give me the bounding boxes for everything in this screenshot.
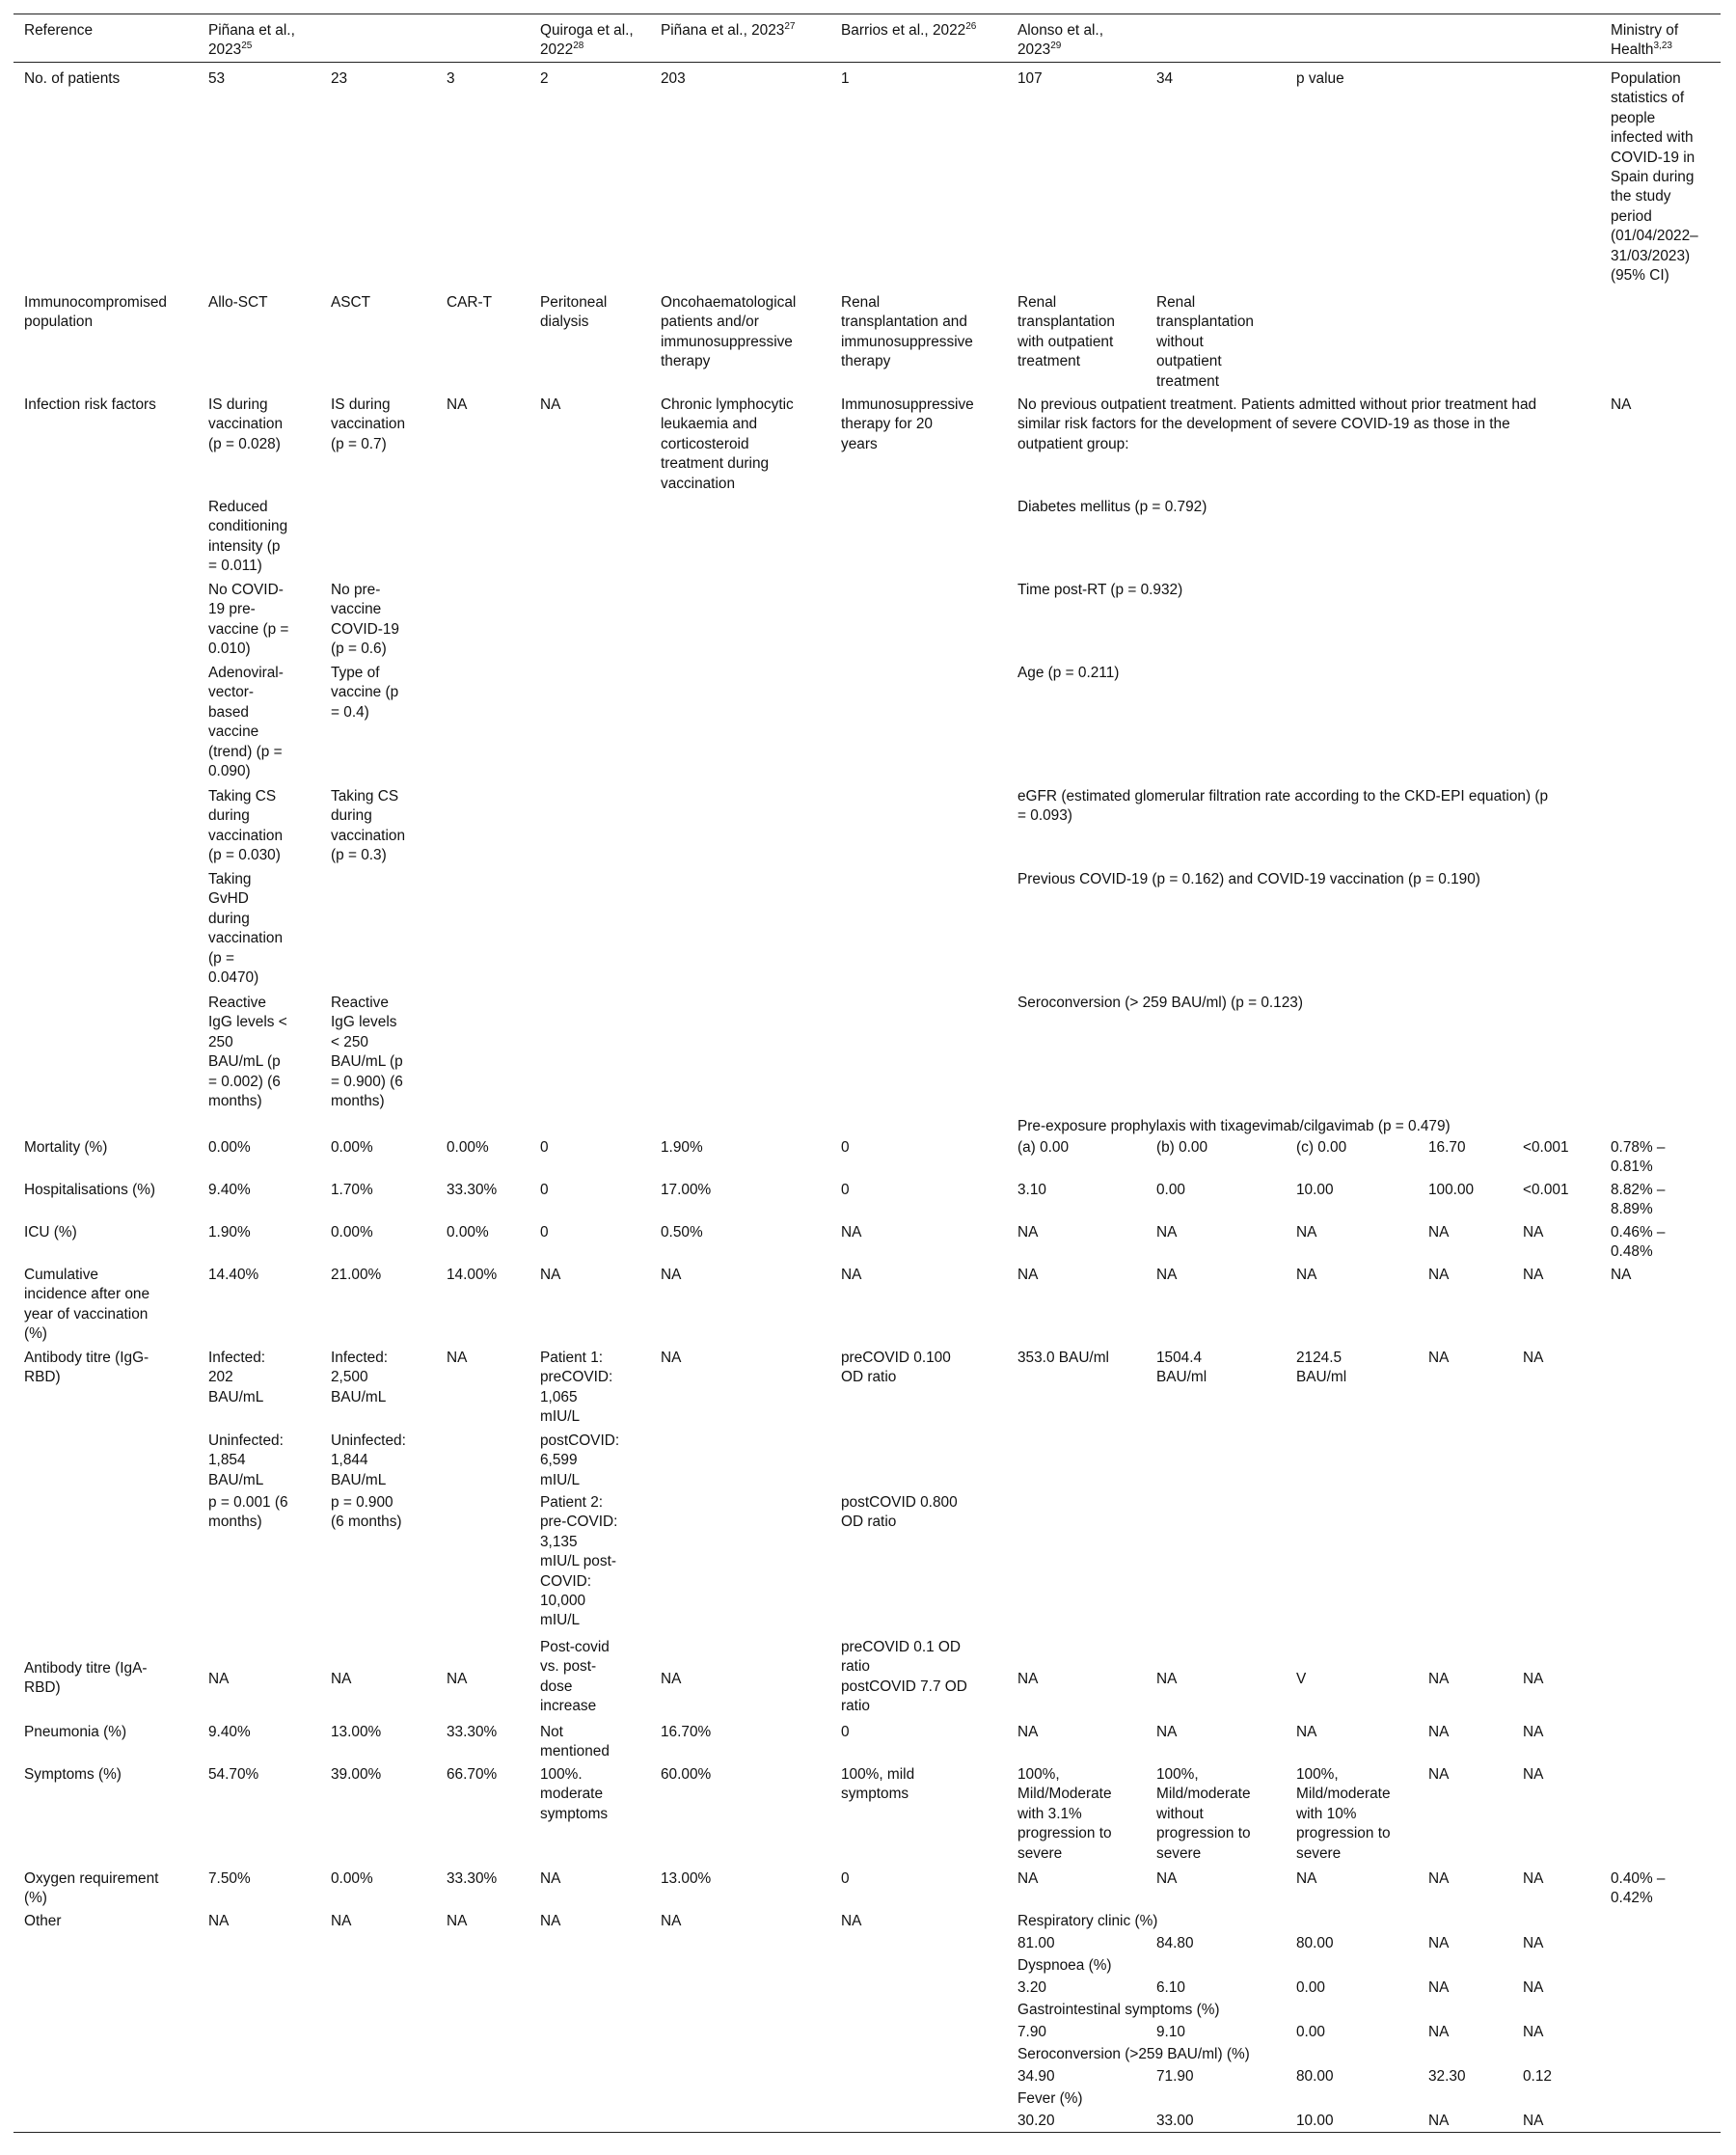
cell: preCOVID 0.100 OD ratio: [841, 1350, 951, 1386]
cell: NA: [1017, 1267, 1039, 1283]
cell: NA: [447, 1913, 468, 1929]
cell: 54.70%: [208, 1766, 259, 1783]
cell: NA: [1156, 1224, 1178, 1241]
cell: NA: [1611, 396, 1632, 413]
cell: 3.10: [1017, 1182, 1046, 1198]
cell: 100%, mild symptoms: [841, 1766, 915, 1803]
cell: Renal transplantation without outpatient treatment: [1156, 294, 1254, 390]
col-header-reference: Reference: [24, 22, 94, 39]
cell: Allo-SCT: [208, 294, 268, 311]
cell: 0: [841, 1182, 850, 1198]
row-label-mortality: Mortality (%): [24, 1139, 108, 1156]
cell: <0.001: [1523, 1182, 1569, 1198]
cell: 0.12: [1523, 2068, 1552, 2085]
cell: 16.70%: [661, 1724, 712, 1740]
cell: 17.00%: [661, 1182, 712, 1198]
cell: No previous outpatient treatment. Patients admitted without prior treatment had similar risk factors for the development of severe COVID-19 as those in the outpatient group:: [1017, 396, 1537, 452]
cell: Renal transplantation and immunosuppressive therapy: [841, 294, 973, 370]
cell: 80.00: [1296, 1935, 1334, 1951]
row-label-patients: No. of patients: [24, 70, 121, 87]
cell: 53: [208, 70, 226, 87]
cell: 0: [841, 1870, 850, 1887]
cell: postCOVID: 6,599 mIU/L: [540, 1432, 620, 1488]
cell: 203: [661, 70, 686, 87]
cell: NA: [1428, 1350, 1450, 1366]
cell: p = 0.001 (6 months): [208, 1494, 288, 1531]
cell: NA: [1156, 1870, 1178, 1887]
cell: Not mentioned: [540, 1724, 610, 1760]
cell: p value: [1296, 70, 1344, 87]
cell: 0.50%: [661, 1224, 703, 1241]
cell: Pre-exposure prophylaxis with tixagevimab/cilgavimab (p = 0.479): [1017, 1118, 1451, 1134]
cell: 13.00%: [661, 1870, 712, 1887]
cell: 0: [841, 1724, 850, 1740]
cell: NA: [1611, 1267, 1632, 1283]
cell: 39.00%: [331, 1766, 382, 1783]
cell: Adenoviral- vector- based vaccine (trend) (p = 0.090): [208, 665, 284, 780]
cell: 34.90: [1017, 2068, 1055, 2085]
cell: postCOVID 0.800 OD ratio: [841, 1494, 958, 1531]
cell: NA: [1523, 1267, 1544, 1283]
cell: NA: [540, 396, 561, 413]
other-sub-title: Fever (%): [1017, 2090, 1083, 2107]
col-header-ministry: Ministry of Health$^{3,23}$: [1611, 22, 1679, 59]
cell: 0.00%: [208, 1139, 251, 1156]
cell: NA: [661, 1350, 682, 1366]
cell: 9.40%: [208, 1182, 251, 1198]
cell: NA: [1156, 1671, 1178, 1687]
col-header-pinana-2023a: Piñana et al., 2023$^{25}$: [208, 22, 295, 59]
cell: NA: [1017, 1224, 1039, 1241]
cell: 107: [1017, 70, 1043, 87]
cell: V: [1296, 1671, 1307, 1687]
cell: (c) 0.00: [1296, 1139, 1347, 1156]
other-sub-title: Seroconversion (>259 BAU/ml) (%): [1017, 2046, 1250, 2062]
cell: 0: [540, 1182, 549, 1198]
cell: 0: [540, 1139, 549, 1156]
row-label-pneumonia: Pneumonia (%): [24, 1724, 127, 1740]
cell: Type of vaccine (p = 0.4): [331, 665, 399, 721]
cell: NA: [1428, 1724, 1450, 1740]
cell: Reactive IgG levels < 250 BAU/mL (p = 0.002) (6 months): [208, 995, 287, 1110]
cell: Taking CS during vaccination (p = 0.3): [331, 788, 405, 864]
cell: 100%. moderate symptoms: [540, 1766, 609, 1822]
cell: 0: [841, 1139, 850, 1156]
cell: Peritoneal dialysis: [540, 294, 608, 331]
table-bottom-rule: [14, 2132, 1721, 2133]
row-label-icu: ICU (%): [24, 1224, 77, 1241]
cell: NA: [1296, 1267, 1317, 1283]
cell: NA: [841, 1913, 862, 1929]
cell: NA: [1523, 1935, 1544, 1951]
cell: NA: [1428, 1671, 1450, 1687]
cell: NA: [1428, 1979, 1450, 1996]
cell: Taking CS during vaccination (p = 0.030): [208, 788, 283, 864]
cell: 0.78% – 0.81%: [1611, 1139, 1666, 1176]
cell: Post-covid vs. post- dose increase: [540, 1639, 610, 1715]
cell: 71.90: [1156, 2068, 1194, 2085]
row-label-other: Other: [24, 1913, 62, 1929]
cell: 1.70%: [331, 1182, 373, 1198]
cell: Renal transplantation with outpatient treatment: [1017, 294, 1115, 370]
cell: NA: [1523, 1766, 1544, 1783]
cell: 13.00%: [331, 1724, 382, 1740]
cell: 0.00%: [331, 1870, 373, 1887]
cell: No COVID- 19 pre- vaccine (p = 0.010): [208, 582, 289, 658]
other-sub-title: Respiratory clinic (%): [1017, 1913, 1158, 1929]
cell: 81.00: [1017, 1935, 1055, 1951]
cell: Seroconversion (> 259 BAU/ml) (p = 0.123): [1017, 995, 1303, 1011]
cell: 1.90%: [208, 1224, 251, 1241]
cell: 33.30%: [447, 1870, 498, 1887]
cell: Previous COVID-19 (p = 0.162) and COVID-19 vaccination (p = 0.190): [1017, 871, 1480, 887]
cell: NA: [1296, 1870, 1317, 1887]
cell: 33.00: [1156, 2113, 1194, 2129]
cell: Immunosuppressive therapy for 20 years: [841, 396, 974, 452]
cell: p = 0.900 (6 months): [331, 1494, 402, 1531]
cell: 100%, Mild/Moderate with 3.1% progression to severe: [1017, 1766, 1112, 1862]
cell: No pre- vaccine COVID-19 (p = 0.6): [331, 582, 399, 658]
cell: NA: [1156, 1724, 1178, 1740]
cell: Infected: 202 BAU/mL: [208, 1350, 266, 1405]
cell: NA: [1296, 1224, 1317, 1241]
row-label-risk: Infection risk factors: [24, 396, 156, 413]
cell: 3.20: [1017, 1979, 1046, 1996]
cell: NA: [1017, 1724, 1039, 1740]
cell: Taking GvHD during vaccination (p = 0.0470): [208, 871, 283, 987]
cell: NA: [1428, 2113, 1450, 2129]
cell: NA: [1523, 1224, 1544, 1241]
cell: Reactive IgG levels < 250 BAU/mL (p = 0.900) (6 months): [331, 995, 403, 1110]
cell: 80.00: [1296, 2068, 1334, 2085]
row-label-iga: Antibody titre (IgA- RBD): [24, 1660, 148, 1697]
cell: 353.0 BAU/ml: [1017, 1350, 1109, 1366]
cell: 1.90%: [661, 1139, 703, 1156]
cell: 10.00: [1296, 1182, 1334, 1198]
cell: NA: [331, 1671, 352, 1687]
cell: Uninfected: 1,844 BAU/mL: [331, 1432, 406, 1488]
cell: Patient 1: preCOVID: 1,065 mIU/L: [540, 1350, 613, 1426]
cell: 14.40%: [208, 1267, 259, 1283]
cell: 60.00%: [661, 1766, 712, 1783]
col-header-alonso-2023: Alonso et al., 2023$^{29}$: [1017, 22, 1103, 59]
cell: NA: [1523, 2113, 1544, 2129]
cell: 0.00%: [447, 1224, 489, 1241]
cell: 100.00: [1428, 1182, 1475, 1198]
cell: NA: [540, 1913, 561, 1929]
header-bottom-rule: [14, 62, 1721, 63]
cell: Time post-RT (p = 0.932): [1017, 582, 1183, 598]
cell: Age (p = 0.211): [1017, 665, 1120, 681]
cell: NA: [1523, 1350, 1544, 1366]
cell: (b) 0.00: [1156, 1139, 1208, 1156]
cell: NA: [841, 1267, 862, 1283]
cell: 0.46% – 0.48%: [1611, 1224, 1666, 1261]
cell: 1: [841, 70, 850, 87]
cell: 2124.5 BAU/ml: [1296, 1350, 1347, 1386]
cell: 9.40%: [208, 1724, 251, 1740]
cell: 21.00%: [331, 1267, 382, 1283]
cell: NA: [540, 1267, 561, 1283]
cell: 100%, Mild/moderate without progression to severe: [1156, 1766, 1251, 1862]
col-header-barrios-2022: Barrios et al., 2022$^{26}$: [841, 20, 977, 39]
cell: 1504.4 BAU/ml: [1156, 1350, 1207, 1386]
cell: 2: [540, 70, 549, 87]
cell: NA: [1428, 2024, 1450, 2040]
cell: 0.00: [1156, 1182, 1185, 1198]
cell: Population statistics of people infected with COVID-19 in Spain during the study period (01/04/2022– 31/03/2023) (95% CI): [1611, 70, 1698, 285]
cell: 0: [540, 1224, 549, 1241]
cell: IS during vaccination (p = 0.7): [331, 396, 405, 452]
cell: 32.30: [1428, 2068, 1466, 2085]
col-header-pinana-2023b: Piñana et al., 2023$^{27}$: [661, 20, 796, 39]
row-label-symptoms: Symptoms (%): [24, 1766, 122, 1783]
cell: 100%, Mild/moderate with 10% progression to severe: [1296, 1766, 1391, 1862]
cell: 23: [331, 70, 348, 87]
cell: 0.00: [1296, 2024, 1325, 2040]
cell: eGFR (estimated glomerular filtration rate according to the CKD-EPI equation) (p = 0.093): [1017, 788, 1549, 825]
cell: Infected: 2,500 BAU/mL: [331, 1350, 389, 1405]
row-label-cumulative: Cumulative incidence after one year of vaccination (%): [24, 1267, 150, 1343]
row-label-hospitalisations: Hospitalisations (%): [24, 1182, 155, 1198]
cell: Diabetes mellitus (p = 0.792): [1017, 499, 1207, 515]
cell: 16.70: [1428, 1139, 1466, 1156]
cell: 66.70%: [447, 1766, 498, 1783]
cell: NA: [841, 1224, 862, 1241]
row-label-oxygen: Oxygen requirement (%): [24, 1870, 159, 1907]
cell: NA: [1428, 1267, 1450, 1283]
cell: NA: [540, 1870, 561, 1887]
cell: 33.30%: [447, 1182, 498, 1198]
cell: 7.90: [1017, 2024, 1046, 2040]
cell: (a) 0.00: [1017, 1139, 1070, 1156]
cell: NA: [1428, 1935, 1450, 1951]
cell: NA: [1017, 1671, 1039, 1687]
cell: NA: [1523, 2024, 1544, 2040]
cell: <0.001: [1523, 1139, 1569, 1156]
cell: 3: [447, 70, 455, 87]
cell: 34: [1156, 70, 1174, 87]
cell: NA: [1428, 1870, 1450, 1887]
cell: CAR-T: [447, 294, 493, 311]
cell: NA: [447, 396, 468, 413]
cell: NA: [1523, 1979, 1544, 1996]
cell: 14.00%: [447, 1267, 498, 1283]
cell: NA: [661, 1267, 682, 1283]
cell: NA: [1017, 1870, 1039, 1887]
cell: Reduced conditioning intensity (p = 0.011): [208, 499, 288, 575]
cell: 84.80: [1156, 1935, 1194, 1951]
cell: NA: [331, 1913, 352, 1929]
cell: 7.50%: [208, 1870, 251, 1887]
cell: NA: [661, 1671, 682, 1687]
row-label-population: Immunocompromised population: [24, 294, 167, 331]
cell: Chronic lymphocytic leukaemia and corticosteroid treatment during vaccination: [661, 396, 794, 492]
cell: NA: [1523, 1671, 1544, 1687]
cell: 33.30%: [447, 1724, 498, 1740]
cell: 0.40% – 0.42%: [1611, 1870, 1666, 1907]
other-sub-title: Dyspnoea (%): [1017, 1957, 1112, 1974]
cell: Oncohaematological patients and/or immunosuppressive therapy: [661, 294, 797, 370]
other-sub-title: Gastrointestinal symptoms (%): [1017, 2002, 1220, 2018]
cell: 6.10: [1156, 1979, 1185, 1996]
cell: 9.10: [1156, 2024, 1185, 2040]
cell: IS during vaccination (p = 0.028): [208, 396, 283, 452]
cell: NA: [447, 1350, 468, 1366]
cell: NA: [1296, 1724, 1317, 1740]
cell: preCOVID 0.1 OD ratio postCOVID 7.7 OD ratio: [841, 1639, 967, 1715]
cell: Uninfected: 1,854 BAU/mL: [208, 1432, 284, 1488]
cell: NA: [1428, 1766, 1450, 1783]
col-header-quiroga-2022: Quiroga et al., 2022$^{28}$: [540, 22, 634, 59]
cell: Patient 2: pre-COVID: 3,135 mIU/L post- COVID: 10,000 mIU/L: [540, 1494, 618, 1629]
cell: NA: [1428, 1224, 1450, 1241]
cell: 30.20: [1017, 2113, 1055, 2129]
cell: NA: [1523, 1724, 1544, 1740]
row-label-igg: Antibody titre (IgG- RBD): [24, 1350, 149, 1386]
cell: 0.00%: [447, 1139, 489, 1156]
cell: 0.00%: [331, 1224, 373, 1241]
cell: 0.00: [1296, 1979, 1325, 1996]
cell: 10.00: [1296, 2113, 1334, 2129]
cell: NA: [661, 1913, 682, 1929]
cell: 0.00%: [331, 1139, 373, 1156]
cell: ASCT: [331, 294, 371, 311]
cell: 8.82% – 8.89%: [1611, 1182, 1666, 1218]
cell: NA: [447, 1671, 468, 1687]
cell: NA: [208, 1913, 230, 1929]
cell: NA: [208, 1671, 230, 1687]
cell: NA: [1156, 1267, 1178, 1283]
cell: NA: [1523, 1870, 1544, 1887]
